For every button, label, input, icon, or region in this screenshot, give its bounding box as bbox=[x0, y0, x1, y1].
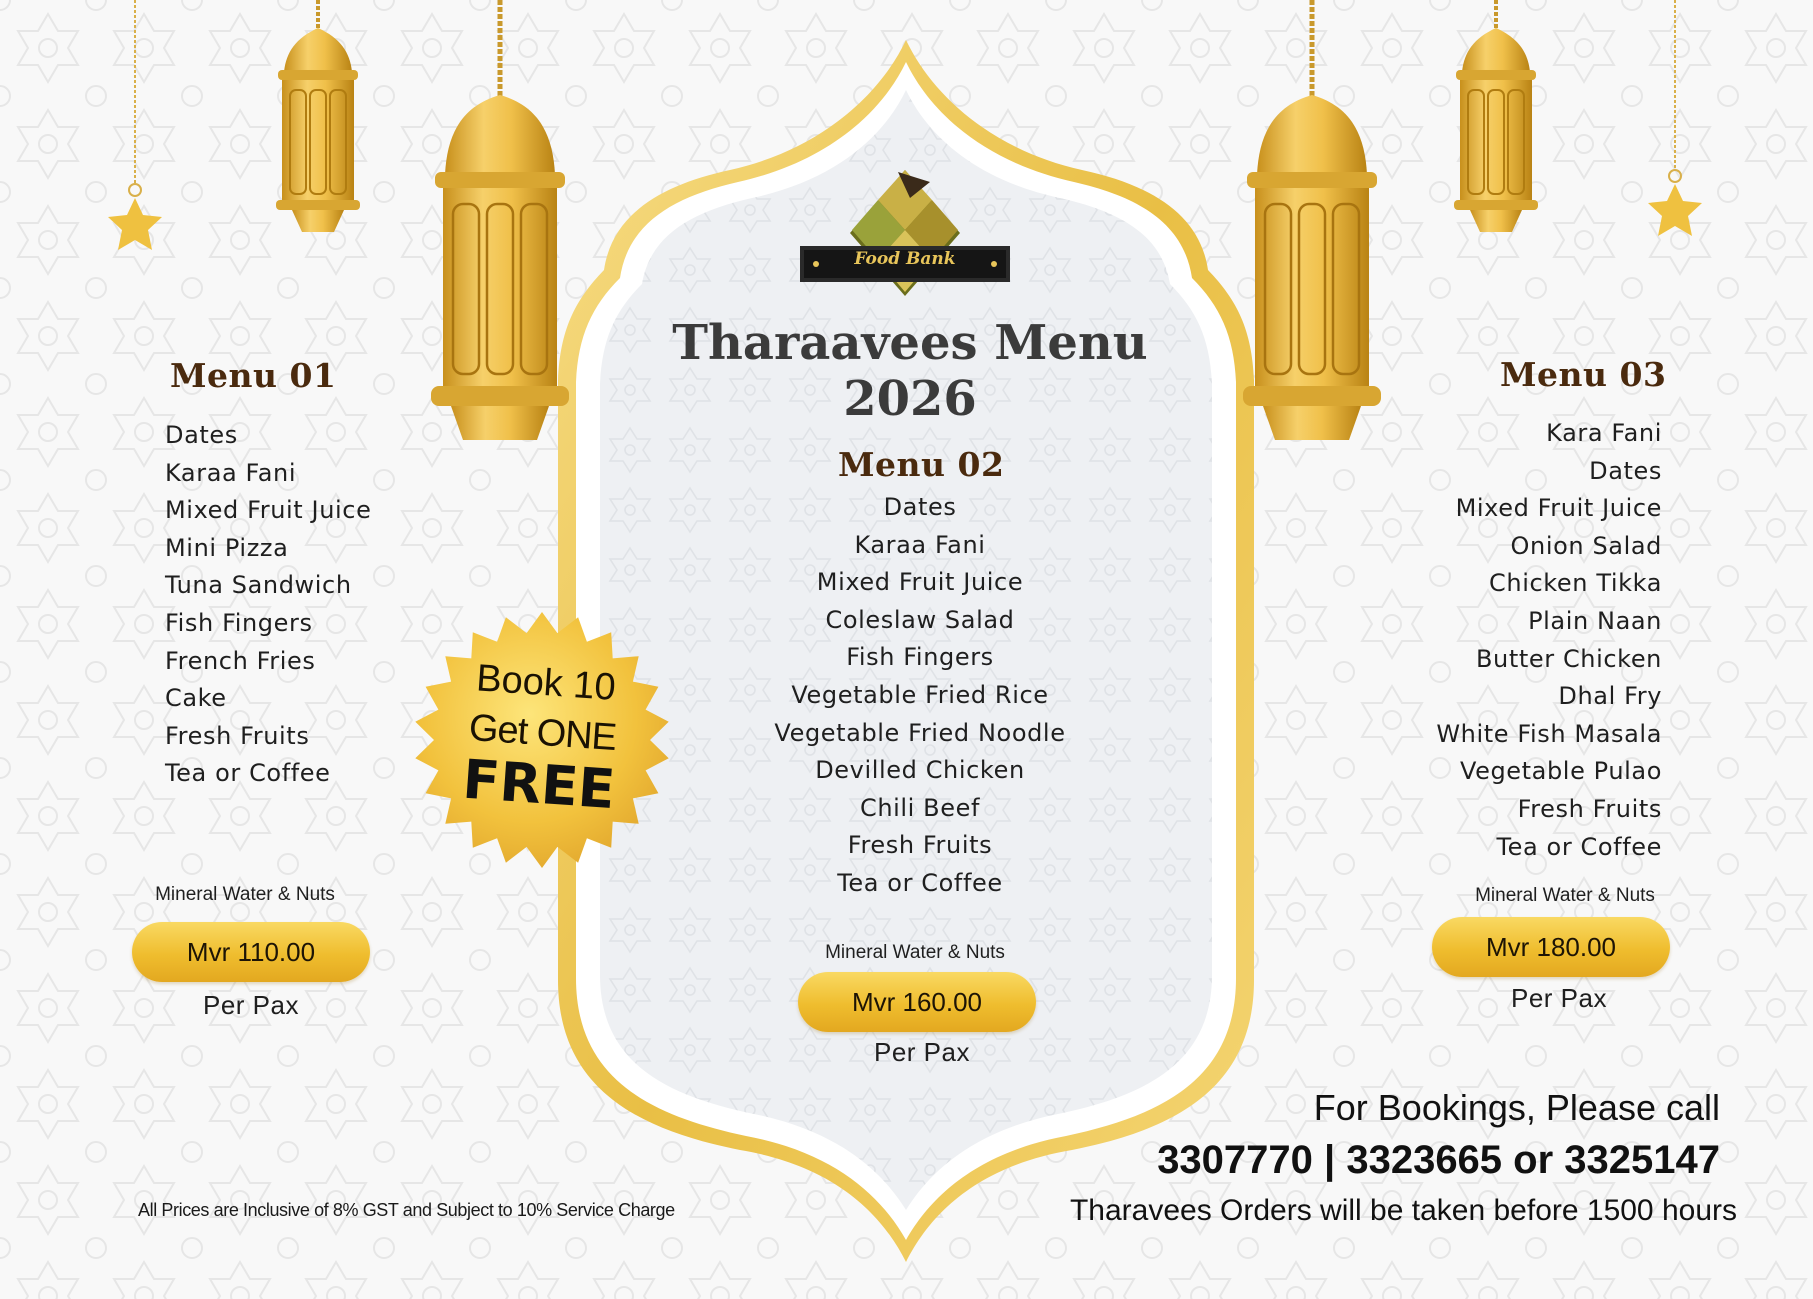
menu1-price: Mvr 110.00 bbox=[132, 922, 370, 982]
lantern-small-left-icon bbox=[268, 0, 368, 240]
menu-item: Vegetable Pulao bbox=[1459, 757, 1662, 786]
menu-item: Dhal Fry bbox=[1558, 682, 1662, 711]
menu3-price: Mvr 180.00 bbox=[1432, 917, 1670, 977]
promo-text bbox=[403, 601, 681, 879]
menu2-price: Mvr 160.00 bbox=[798, 972, 1036, 1032]
menu1-per-pax: Per Pax bbox=[203, 990, 299, 1020]
menu-item: Dates bbox=[165, 421, 238, 449]
menu-item: Fresh Fruits bbox=[165, 721, 310, 750]
menu-item: Vegetable Fried Rice bbox=[791, 680, 1049, 709]
menu-item: Mixed Fruit Juice bbox=[165, 496, 372, 525]
menu2-items bbox=[720, 489, 1120, 903]
menu-item: Mixed Fruit Juice bbox=[816, 568, 1024, 597]
menu-item: Fish Fingers bbox=[846, 643, 994, 672]
price-footnote: All Prices are Inclusive of 8% GST and Subject to 10% Service Charge bbox=[138, 1200, 675, 1220]
title-line-1: Tharaavees Menu bbox=[672, 315, 1148, 371]
menu-item: Plain Naan bbox=[1528, 606, 1662, 635]
menu2-extra: Mineral Water & Nuts bbox=[825, 942, 1005, 963]
lantern-small-right-icon bbox=[1446, 0, 1546, 240]
menu-item: Mini Pizza bbox=[165, 533, 289, 562]
menu-item: Cake bbox=[165, 684, 227, 713]
menu2-per-pax: Per Pax bbox=[874, 1037, 970, 1067]
booking-phone-numbers: 3307770 | 3323665 or 3325147 bbox=[1157, 1138, 1720, 1182]
menu3-per-pax: Per Pax bbox=[1511, 983, 1607, 1013]
page-title bbox=[640, 315, 1180, 427]
menu-item: Butter Chicken bbox=[1475, 644, 1662, 673]
hanging-star-left-icon bbox=[100, 0, 170, 265]
menu-item: Fresh Fruits bbox=[1517, 794, 1662, 823]
menu-item: Karaa Fani bbox=[165, 458, 297, 487]
menu2-heading: Menu 02 bbox=[838, 445, 1005, 484]
menu-item: Fish Fingers bbox=[165, 608, 313, 637]
booking-heading: For Bookings, Please call bbox=[1313, 1087, 1720, 1128]
menu-item: Chicken Tikka bbox=[1489, 569, 1662, 598]
hanging-star-right-icon bbox=[1640, 0, 1710, 250]
menu3-extra: Mineral Water & Nuts bbox=[1475, 885, 1655, 906]
lantern-large-left-icon bbox=[425, 0, 575, 445]
menu-item: Mixed Fruit Juice bbox=[1455, 494, 1662, 523]
booking-note: Tharavees Orders will be taken before 1500 hours bbox=[1069, 1194, 1737, 1227]
menu-item: Fresh Fruits bbox=[847, 831, 993, 860]
promo-line-2: Get ONE bbox=[467, 706, 618, 760]
lantern-large-right-icon bbox=[1237, 0, 1387, 445]
menu-item: Onion Salad bbox=[1510, 531, 1662, 560]
menu1-items bbox=[165, 417, 371, 793]
promo-badge bbox=[412, 610, 672, 870]
menu-item: Dates bbox=[1589, 456, 1662, 485]
menu-item: French Fries bbox=[165, 646, 316, 675]
logo-text: Food Bank bbox=[854, 249, 956, 269]
promo-line-3: FREE bbox=[460, 747, 618, 822]
menu-item: Vegetable Fried Noodle bbox=[774, 718, 1066, 747]
menu-item: Chili Beef bbox=[859, 793, 981, 822]
menu-item: Dates bbox=[883, 493, 957, 521]
menu-item: Coleslaw Salad bbox=[825, 605, 1015, 634]
menu-item: Kara Fani bbox=[1546, 419, 1662, 447]
menu-item: Tuna Sandwich bbox=[165, 571, 352, 600]
title-line-2: 2026 bbox=[843, 371, 977, 427]
menu3-items bbox=[1380, 415, 1662, 866]
menu-item: Karaa Fani bbox=[854, 530, 986, 559]
food-bank-logo bbox=[800, 168, 1010, 303]
menu-item: Tea or Coffee bbox=[165, 759, 331, 788]
menu-item: Tea or Coffee bbox=[837, 868, 1003, 897]
menu1-heading: Menu 01 bbox=[170, 356, 337, 395]
menu-item: Tea or Coffee bbox=[1496, 832, 1662, 861]
menu-item: Devilled Chicken bbox=[815, 756, 1025, 785]
menu1-extra: Mineral Water & Nuts bbox=[155, 884, 335, 905]
promo-line-1: Book 10 bbox=[474, 657, 617, 709]
menu-item: White Fish Masala bbox=[1436, 719, 1662, 748]
menu3-heading: Menu 03 bbox=[1500, 355, 1667, 394]
